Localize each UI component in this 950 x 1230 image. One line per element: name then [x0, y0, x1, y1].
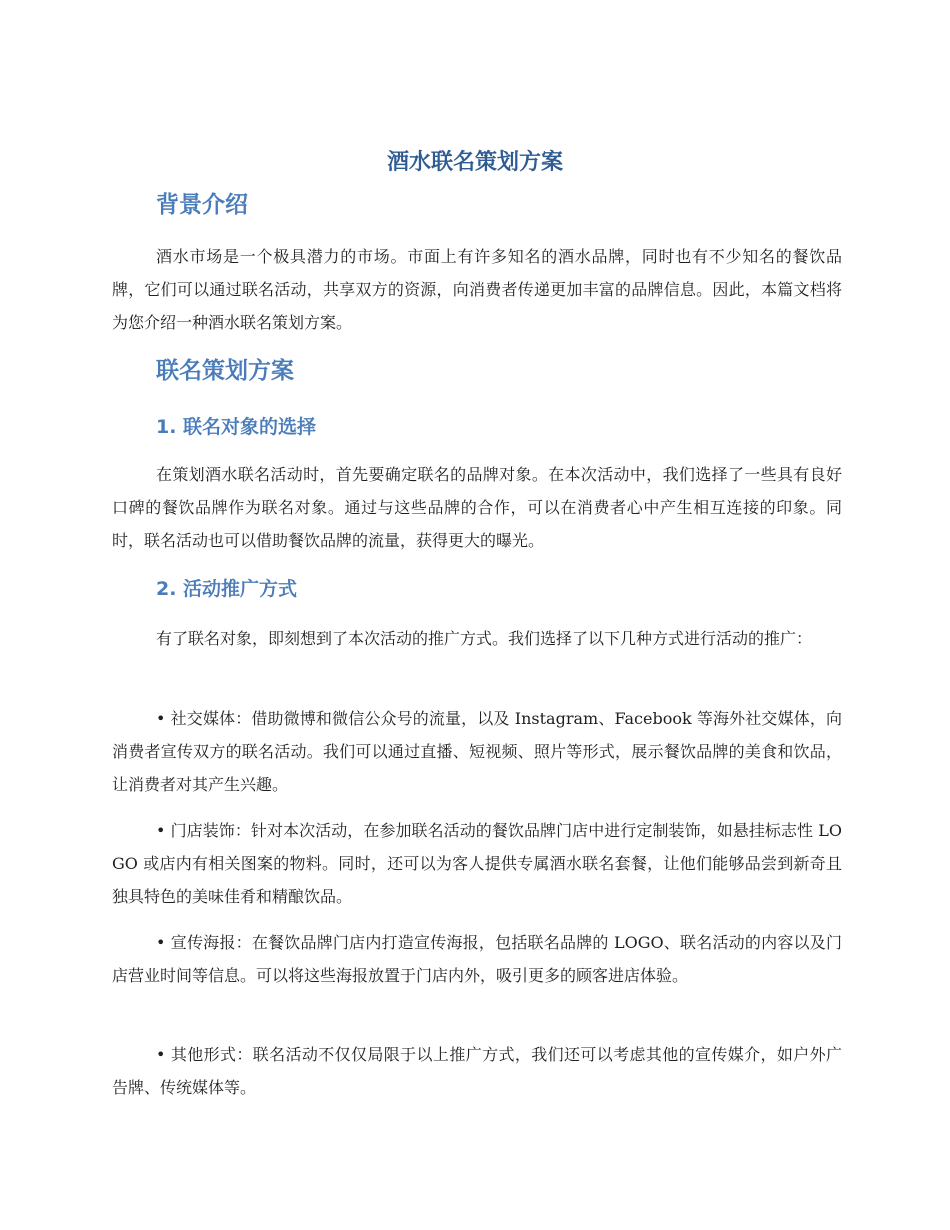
bullet-text: 宣传海报：在餐饮品牌门店内打造宣传海报，包括联名品牌的 LOGO、联名活动的内容以及门店营业时间等信息。可以将这些海报放置于门店内外，吸引更多的顾客进店体验。: [112, 933, 842, 985]
section-heading-background: 背景介绍: [156, 192, 248, 218]
bullet-item-store-decoration: [112, 814, 842, 913]
section-heading-plan: 联名策划方案: [156, 358, 294, 384]
bullet-marker: •: [156, 709, 166, 728]
paragraph-background: 酒水市场是一个极具潜力的市场。市面上有许多知名的酒水品牌，同时也有不少知名的餐饮品牌，它们可以通过联名活动，共享双方的资源，向消费者传递更加丰富的品牌信息。因此，本篇文档将为您介绍一种酒水联名策划方案。: [112, 247, 842, 332]
subsection-heading-promotion: 2. 活动推广方式: [156, 578, 298, 600]
bullet-text: 门店装饰：针对本次活动，在参加联名活动的餐饮品牌门店中进行定制装饰，如悬挂标志性 LOGO 或店内有相关图案的物料。同时，还可以为客人提供专属酒水联名套餐，让他们能够品尝到新奇且独具特色的美味佳肴和精酿饮品。: [112, 821, 842, 906]
subsection-heading-partner-selection: 1. 联名对象的选择: [156, 416, 317, 438]
paragraph-promotion-intro: 有了联名对象，即刻想到了本次活动的推广方式。我们选择了以下几种方式进行活动的推广：: [156, 629, 813, 648]
bullet-item-social-media: [112, 702, 842, 801]
bullet-marker: •: [156, 933, 166, 952]
bullet-item-other-forms: [112, 1038, 842, 1104]
bullet-text: 其他形式：联名活动不仅仅局限于以上推广方式，我们还可以考虑其他的宣传媒介，如户外广告牌、传统媒体等。: [112, 1045, 842, 1097]
bullet-marker: •: [156, 1045, 166, 1064]
bullet-marker: •: [156, 821, 166, 840]
document-title: 酒水联名策划方案: [386, 150, 563, 175]
bullet-item-posters: [112, 926, 842, 992]
paragraph-partner-selection: 在策划酒水联名活动时，首先要确定联名的品牌对象。在本次活动中，我们选择了一些具有良好口碑的餐饮品牌作为联名对象。通过与这些品牌的合作，可以在消费者心中产生相互连接的印象。同时，联名活动也可以借助餐饮品牌的流量，获得更大的曝光。: [112, 465, 842, 550]
bullet-text: 社交媒体：借助微博和微信公众号的流量，以及 Instagram、Facebook 等海外社交媒体，向消费者宣传双方的联名活动。我们可以通过直播、短视频、照片等形式，展示餐饮品牌的美食和饮品，让消费者对其产生兴趣。: [112, 709, 842, 794]
